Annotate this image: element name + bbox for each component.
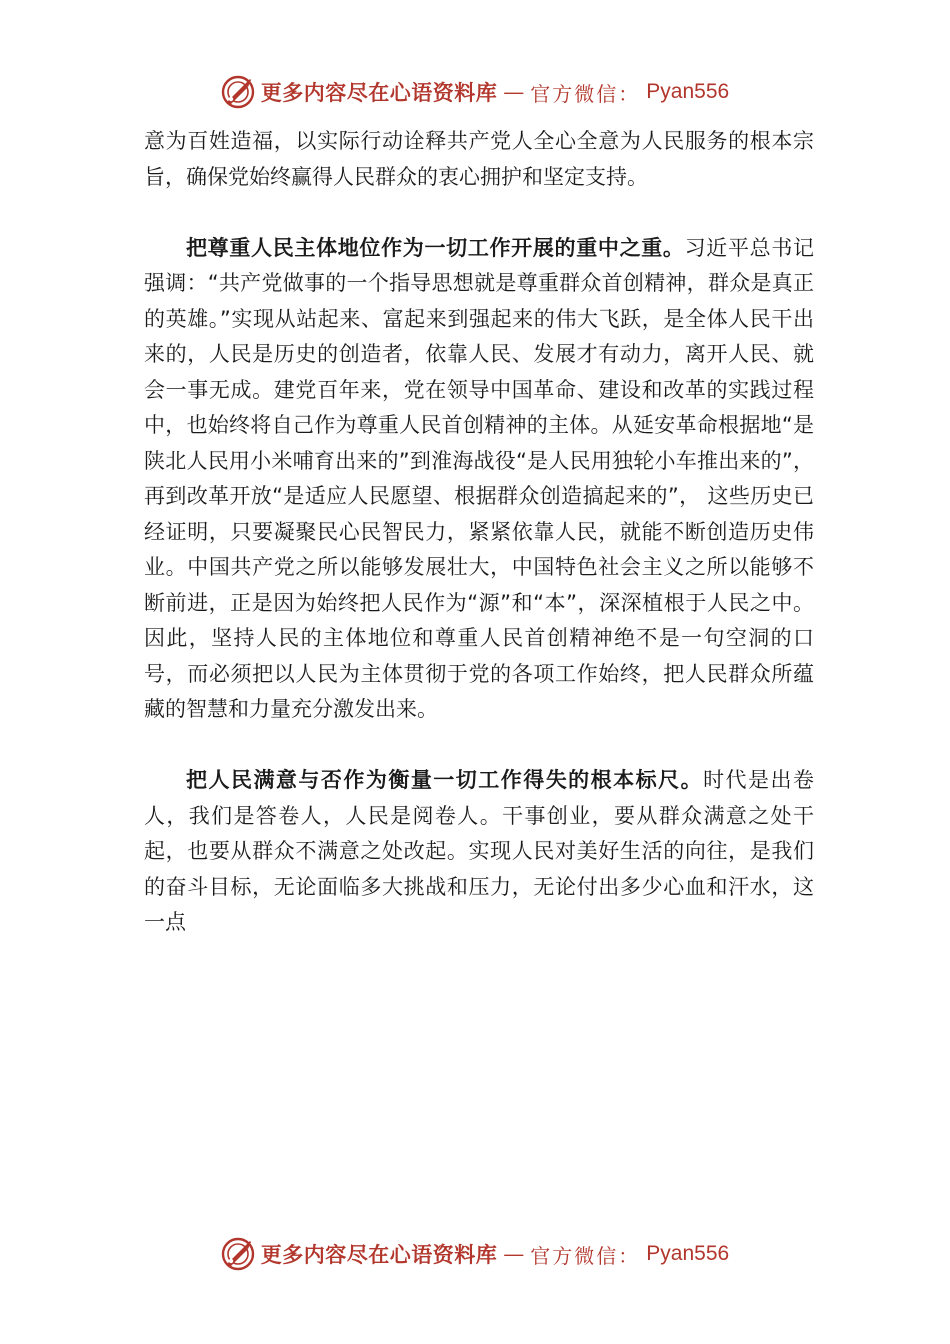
footer-separator: — [503,1242,525,1266]
paragraph-3 [144,763,814,941]
footer-wechat-label: 官方微信： [530,1243,641,1268]
header-wechat-id: Pyan556 [646,80,730,103]
paragraph-2-heading: 把尊重人民主体地位作为一切工作开展的重中之重。 [186,235,685,260]
document-body [144,124,814,941]
paragraph-1 [144,124,814,195]
brand-logo-icon [221,75,255,109]
paragraph-3-text: 时代是出卷人，我们是答卷人，人民是阅卷人。干事创业，要从群众满意之处干起，也要从群众不满意之处改起。实现人民对美好生活的向往，是我们的奋斗目标，无论面临多大挑战和压力，无论付出多少心血和汗水，这一点 [144,768,815,934]
paragraph-1-text: 意为百姓造福，以实际行动诠释共产党人全心全意为人民服务的根本宗旨，确保党始终赢得人民群众的衷心拥护和坚定支持。 [144,129,814,189]
paragraph-2-text: 习近平总书记强调：“共产党做事的一个指导思想就是尊重群众首创精神，群众是真正的英雄。”实现从站起来、富起来到强起来的伟大飞跃，是全体人民干出来的，人民是历史的创造者，依靠人民、发展才有动力，离开人民、就会一事无成。建党百年来，党在领导中国革命、建设和改革的实践过程中，也始终将自己作为尊重人民首创精神的主体。从延安革命根据地“是陕北人民用小米哺育出来的”到淮海战役“是人民用独轮小车推出来的”，再到改革开放“是适应人民愿望、根据群众创造搞起来的”， 这些历史已经证明，只要凝聚民心民智民力，紧紧依靠人民，就能不断创造历史伟业。中国共产党之所以能够发展壮大，中国特色社会主义之所以能够不断前进，正是因为始终把人民作为“源”和“本”，深深植根于人民之中。因此，坚持人民的主体地位和尊重人民首创精神绝不是一句空洞的口号，而必须把以人民为主体贯彻于党的各项工作始终，把人民群众所蕴藏的智慧和力量充分激发出来。 [144,235,815,721]
footer-brand-text: 更多内容尽在心语资料库 [260,1242,498,1267]
footer-wechat-id: Pyan556 [646,1242,730,1265]
paragraph-3-heading: 把人民满意与否作为衡量一切工作得失的根本标尺。 [186,768,704,792]
header-brand [221,75,729,109]
footer-brand [221,1237,729,1271]
page-footer [0,1232,950,1276]
header-brand-text: 更多内容尽在心语资料库 [260,80,498,105]
brand-logo-icon [221,1237,255,1271]
page-header [0,70,950,114]
header-separator: — [503,80,525,104]
paragraph-2 [144,231,814,728]
header-wechat-label: 官方微信： [530,81,641,106]
